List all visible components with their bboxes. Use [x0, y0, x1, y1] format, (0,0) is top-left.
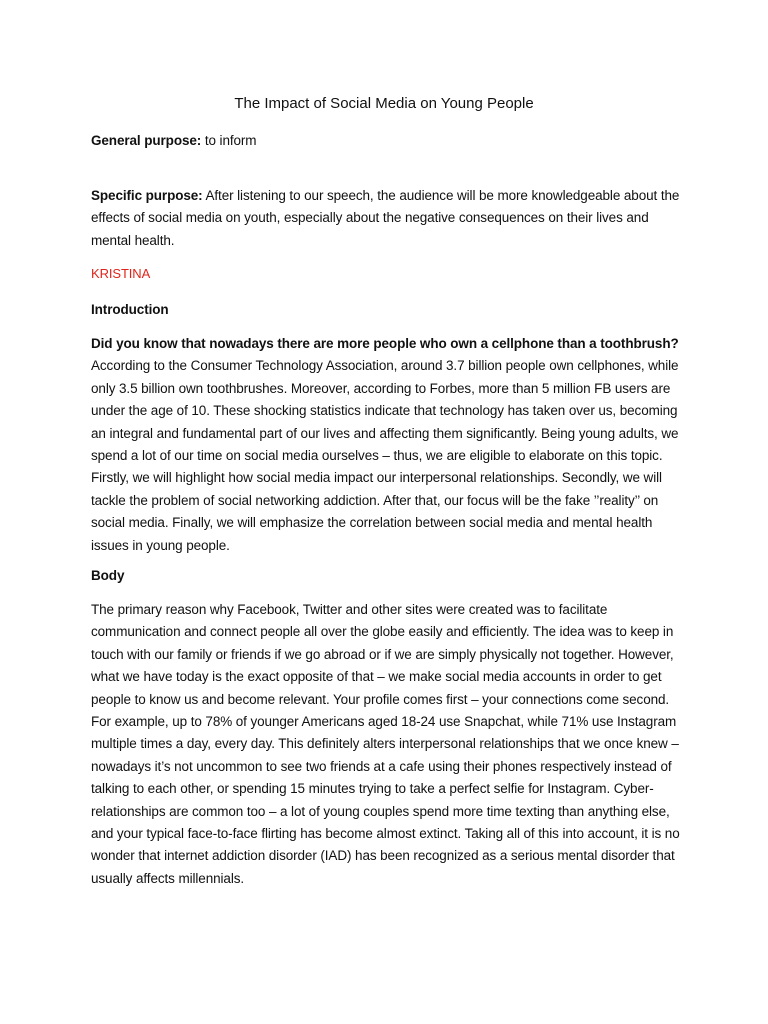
document-title: The Impact of Social Media on Young People — [234, 95, 534, 112]
specific-purpose-label: Specific purpose: — [91, 188, 203, 203]
body-paragraph: The primary reason why Facebook, Twitter and other sites were created was to facilitate communication and connect people all over the globe easily and efficiently. The idea was to keep in touch with our family or friends if we go abroad or if we are simply physically not together. However, what we have today is the exact opposite of that – we make social media accounts in order to get people to know us and become relevant. Your profile comes first – your connections come second. For example, up to 78% of younger Americans aged 18-24 use Snapchat, while 71% use Instagram multiple times a day, every day. This definitely alters interpersonal relationships that we once knew – nowadays it’s not uncommon to see two friends at a cafe using their phones respectively instead of talking to each other, or spending 15 minutes trying to take a perfect selfie for Instagram. Cyber-relationships are common too – a lot of young couples spend more time texting than anything else, and your typical face-to-face flirting has become almost extinct. Taking all of this into account, it is no wonder that internet addiction disorder (IAD) has been recognized as a serious mental disorder that usually affects millennials. — [91, 602, 680, 886]
specific-purpose-paragraph — [91, 185, 681, 252]
general-purpose-label: General purpose: — [91, 133, 202, 148]
general-purpose-paragraph — [91, 130, 681, 152]
introduction-text: According to the Consumer Technology Association, around 3.7 billion people own cellphones, while only 3.5 billion own toothbrushes. Moreover, according to Forbes, more than 5 million FB users are under the age of 10. These shocking statistics indicate that technology has taken over us, becoming an integral and fundamental part of our lives and affecting them significantly. Being young adults, we spend a lot of our time on social media ourselves – thus, we are eligible to elaborate on this topic. Firstly, we will highlight how social media impact our interpersonal relationships. Secondly, we will tackle the problem of social networking addiction. After that, our focus will be the fake ’’reality’’ on social media. Finally, we will emphasize the correlation between social media and mental health issues in young people. — [91, 358, 679, 553]
general-purpose-text: to inform — [201, 133, 257, 148]
introduction-paragraph — [91, 333, 681, 557]
body-heading: Body — [91, 568, 125, 583]
introduction-lead: Did you know that nowadays there are more people who own a cellphone than a toothbrush? — [91, 336, 679, 351]
specific-purpose-text: After listening to our speech, the audience will be more knowledgeable about the effects of social media on youth, especially about the negative consequences on their lives and mental health. — [91, 188, 680, 248]
introduction-heading: Introduction — [91, 302, 169, 317]
speaker-name: KRISTINA — [91, 266, 151, 281]
